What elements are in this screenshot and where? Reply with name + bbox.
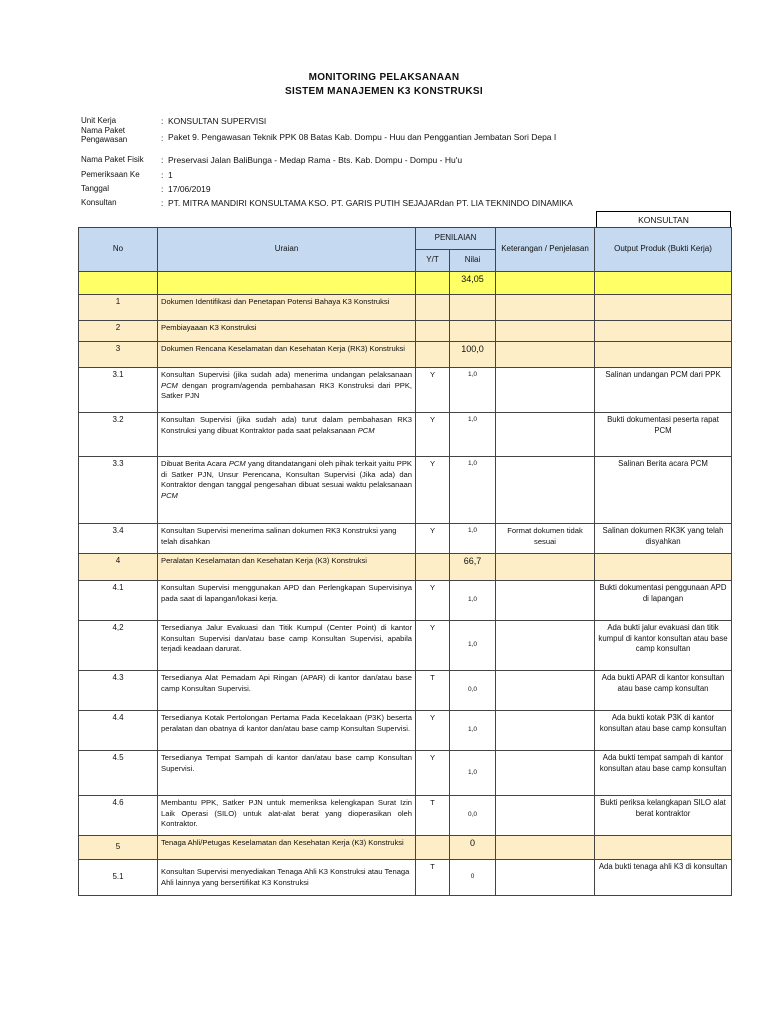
row-uraian: Membantu PPK, Satker PJN untuk memeriksa kelengkapan Surat Izin Laik Operasi (SILO) untuk alat-alat berat yang dioperasikan oleh Kontraktor. [158, 796, 416, 836]
table-row [79, 368, 732, 413]
table-row [79, 321, 732, 342]
row-uraian: Tersedianya Alat Pemadam Api Ringan (APAR) di kantor dan/atau base camp Konsultan Supervisi. [158, 671, 416, 711]
row-output: Bukti periksa kelangkapan SILO alat berat kontraktor [595, 796, 732, 836]
row-output: Bukti dokumentasi penggunaan APD di lapangan [595, 581, 732, 621]
row-nilai: 0,0 [450, 671, 496, 711]
colon: : [161, 198, 164, 208]
row-uraian: Dokumen Identifikasi dan Penetapan Potensi Bahaya K3 Konstruksi [158, 295, 416, 321]
row-output: Ada bukti tenaga ahli K3 di konsultan [595, 860, 732, 896]
row-nilai: 1,0 [450, 368, 496, 413]
row-yt: Y [416, 621, 450, 671]
row-uraian: Konsultan Supervisi menerima salinan dokumen RK3 Konstruksi yang telah disahkan [158, 524, 416, 554]
row-number: 4.4 [79, 711, 158, 751]
row-uraian: Dokumen Rencana Keselamatan dan Kesehatan Kerja (RK3) Konstruksi [158, 342, 416, 368]
row-uraian: Pembiayaaan K3 Konstruksi [158, 321, 416, 342]
column-header-keterangan: Keterangan / Penjelasan [496, 228, 595, 272]
row-yt: Y [416, 581, 450, 621]
row-yt: Y [416, 524, 450, 554]
row-nilai: 1,0 [450, 413, 496, 457]
row-nilai: 100,0 [450, 342, 496, 368]
nama-paket-fisik-label: Nama Paket Fisik [81, 155, 144, 164]
row-nilai: 1,0 [450, 751, 496, 796]
konsultan-value: PT. MITRA MANDIRI KONSULTAMA KSO. PT. GARIS PUTIH SEJAJARdan PT. LIA TEKNINDO DINAMIKA [168, 198, 573, 208]
row-uraian: Peralatan Keselamatan dan Kesehatan Kerja (K3) Konstruksi [158, 554, 416, 581]
row-uraian: Konsultan Supervisi menggunakan APD dan Perlengkapan Supervisinya pada saat di lapangan/lokasi kerja. [158, 581, 416, 621]
row-output: Ada bukti kotak P3K di kantor konsultan atau base camp konsultan [595, 711, 732, 751]
row-number: 4 [79, 554, 158, 581]
row-output: Ada bukti jalur evakuasi dan titik kumpul di kantor konsultan atau base camp konsultan [595, 621, 732, 671]
row-uraian: Konsultan Supervisi menyediakan Tenaga Ahli K3 Konstruksi atau Tenaga Ahli lainnya yang bersertifikat K3 Konstruksi [158, 860, 416, 896]
row-yt: Y [416, 457, 450, 524]
column-header-yt: Y/T [416, 250, 450, 272]
table-row [79, 796, 732, 836]
row-number: 3.4 [79, 524, 158, 554]
row-uraian: Konsultan Supervisi (jika sudah ada) menerima undangan pelaksanaan PCM dengan program/agenda pembahasan RK3 Konstruksi dari PPK, Satker PJN [158, 368, 416, 413]
row-uraian: Tersedianya Tempat Sampah di kantor dan/atau base camp Konsultan Supervisi. [158, 751, 416, 796]
tanggal-value: 17/06/2019 [168, 184, 211, 194]
row-uraian: Tersedianya Jalur Evakuasi dan Titik Kumpul (Center Point) di kantor Konsultan Supervisi dan/atau base camp Konsultan Supervisi, apabila terjadi keadaan darurat. [158, 621, 416, 671]
table-row [79, 413, 732, 457]
row-output: Ada bukti APAR di kantor konsultan atau base camp konsultan [595, 671, 732, 711]
document-subtitle: SISTEM MANAJEMEN K3 KONSTRUKSI [285, 86, 483, 97]
konsultan-row [81, 198, 761, 210]
row-output: Ada bukti tempat sampah di kantor konsultan atau base camp konsultan [595, 751, 732, 796]
row-number: 4.1 [79, 581, 158, 621]
total-row [79, 272, 732, 295]
unit-kerja-value: KONSULTAN SUPERVISI [168, 116, 267, 126]
column-header-uraian: Uraian [158, 228, 416, 272]
table-row [79, 711, 732, 751]
row-number: 3.2 [79, 413, 158, 457]
row-keterangan: Format dokumen tidak sesuai [496, 524, 595, 554]
row-yt: Y [416, 751, 450, 796]
pemeriksaan-row [81, 170, 761, 182]
row-yt: Y [416, 711, 450, 751]
table-row [79, 342, 732, 368]
row-nilai: 1,0 [450, 711, 496, 751]
table-header-row [79, 228, 732, 250]
nama-paket-value: Paket 9. Pengawasan Teknik PPK 08 Batas Kab. Dompu - Huu dan Penggantian Jembatan Sori Depa I [168, 132, 557, 142]
tanggal-row [81, 184, 761, 196]
row-number: 5 [79, 836, 158, 860]
row-yt: T [416, 796, 450, 836]
nama-paket-row [81, 126, 761, 150]
colon: : [161, 116, 164, 126]
row-nilai: 1,0 [450, 457, 496, 524]
konsultan-column-group-label: KONSULTAN [596, 211, 731, 228]
row-uraian: Konsultan Supervisi (jika sudah ada) turut dalam pembahasan RK3 Konstruksi yang dibuat Kontraktor pada saat pelaksanaan PCM [158, 413, 416, 457]
row-number: 4.5 [79, 751, 158, 796]
row-output: Salinan undangan PCM dari PPK [595, 368, 732, 413]
colon: : [161, 133, 164, 143]
table-row [79, 524, 732, 554]
pemeriksaan-label: Pemeriksaan Ke [81, 170, 140, 179]
column-header-nilai: Nilai [450, 250, 496, 272]
table-row [79, 836, 732, 860]
row-yt: Y [416, 368, 450, 413]
row-nilai: 0,0 [450, 796, 496, 836]
table-row [79, 751, 732, 796]
document-title: MONITORING PELAKSANAAN [308, 72, 460, 83]
row-nilai: 1,0 [450, 621, 496, 671]
monitoring-table [78, 227, 732, 896]
table-row [79, 457, 732, 524]
row-number: 4.6 [79, 796, 158, 836]
row-number: 1 [79, 295, 158, 321]
row-number: 4.3 [79, 671, 158, 711]
column-header-output: Output Produk (Bukti Kerja) [595, 228, 732, 272]
row-output: Salinan Berita acara PCM [595, 457, 732, 524]
table-row [79, 860, 732, 896]
colon: : [161, 170, 164, 180]
row-output: Bukti dokumentasi peserta rapat PCM [595, 413, 732, 457]
row-number: 4,2 [79, 621, 158, 671]
colon: : [161, 184, 164, 194]
pemeriksaan-value: 1 [168, 170, 173, 180]
row-nilai: 1,0 [450, 524, 496, 554]
row-number: 5.1 [79, 860, 158, 896]
nama-paket-label: Nama Paket Pengawasan [81, 126, 128, 144]
row-nilai: 0 [450, 860, 496, 896]
tanggal-label: Tanggal [81, 184, 110, 193]
row-nilai: 0 [450, 836, 496, 860]
konsultan-label: Konsultan [81, 198, 117, 207]
row-uraian: Tenaga Ahli/Petugas Keselamatan dan Kesehatan Kerja (K3) Konstruksi [158, 836, 416, 860]
row-nilai: 1,0 [450, 581, 496, 621]
row-yt: Y [416, 413, 450, 457]
table-row [79, 581, 732, 621]
colon: : [161, 155, 164, 165]
unit-kerja-label: Unit Kerja [81, 116, 117, 125]
row-number: 3 [79, 342, 158, 368]
row-uraian: Tersedianya Kotak Pertolongan Pertama Pada Kecelakaan (P3K) beserta peralatan dan obatnya di kantor dan/atau base camp Konsultan Supervisi. [158, 711, 416, 751]
table-row [79, 554, 732, 581]
total-value: 34,05 [450, 272, 496, 295]
row-yt: T [416, 671, 450, 711]
row-uraian: Dibuat Berita Acara PCM yang ditandatangani oleh pihak terkait yaitu PPK di Satker PJN, Unsur Perencana, Konsultan Supervisi (Jika ada) dan Kontraktor dengan tanggal pengesahan dibuat sesuai waktu pelaksanaan PCM [158, 457, 416, 524]
table-row [79, 295, 732, 321]
row-number: 3.3 [79, 457, 158, 524]
row-number: 2 [79, 321, 158, 342]
column-header-no: No [79, 228, 158, 272]
row-number: 3.1 [79, 368, 158, 413]
row-output: Salinan dokumen RK3K yang telah disyahkan [595, 524, 732, 554]
row-nilai: 66,7 [450, 554, 496, 581]
nama-paket-fisik-row [81, 155, 761, 167]
table-row [79, 621, 732, 671]
nama-paket-fisik-value: Preservasi Jalan BaliBunga - Medap Rama - Bts. Kab. Dompu - Dompu - Hu'u [168, 155, 463, 165]
row-yt: T [416, 860, 450, 896]
table-row [79, 671, 732, 711]
column-header-penilaian: PENILAIAN [416, 228, 496, 250]
